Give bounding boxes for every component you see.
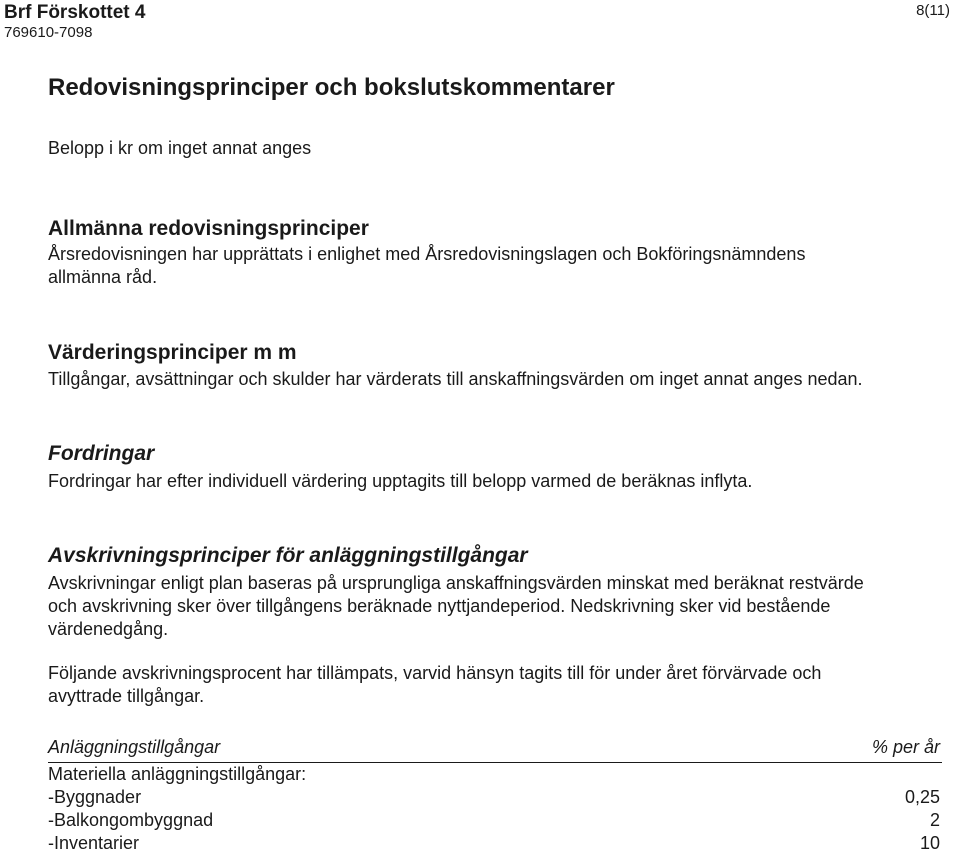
depreciation-text-line: och avskrivning sker över tillgångens beräknade nyttjandeperiod. Nedskrivning sker vid bestående <box>48 596 831 616</box>
page-number: 8(11) <box>916 2 950 19</box>
assets-table-header <box>48 736 942 763</box>
depreciation-rate-text-line: avyttrade tillgångar. <box>48 686 205 706</box>
row-value: 0,25 <box>904 787 940 807</box>
intro-text: Belopp i kr om inget annat anges <box>48 138 312 158</box>
table-row <box>48 809 942 831</box>
organization-name: Brf Förskottet 4 <box>4 2 146 23</box>
section-heading-general: Allmänna redovisningsprinciper <box>48 217 369 240</box>
row-value: 2 <box>929 810 940 830</box>
column-header-assets: Anläggningstillgångar <box>48 737 221 757</box>
row-label: -Balkongombyggnad <box>48 810 214 830</box>
row-value: 10 <box>919 833 940 853</box>
group-label: Materiella anläggningstillgångar: <box>48 764 307 784</box>
section-heading-receivables: Fordringar <box>48 442 155 465</box>
table-row <box>48 786 942 808</box>
depreciation-text-line: värdenedgång. <box>48 619 169 639</box>
page-title: Redovisningsprinciper och bokslutskommentarer <box>48 74 615 101</box>
table-group-row <box>48 763 942 785</box>
general-text-line: Årsredovisningen har upprättats i enlighet med Årsredovisningslagen och Bokföringsnämndens <box>48 244 806 264</box>
row-label: -Inventarier <box>48 833 140 853</box>
section-heading-valuation: Värderingsprinciper m m <box>48 341 297 364</box>
organization-number: 769610-7098 <box>4 24 93 41</box>
section-heading-depreciation: Avskrivningsprinciper för anläggningstillgångar <box>48 544 528 567</box>
depreciation-rate-text-line: Följande avskrivningsprocent har tillämpats, varvid hänsyn tagits till för under året förvärvade och <box>48 663 822 683</box>
column-header-rate: % per år <box>871 737 940 757</box>
depreciation-text-line: Avskrivningar enligt plan baseras på ursprungliga anskaffningsvärden minskat med beräknat restvärde <box>48 573 864 593</box>
general-text-line: allmänna råd. <box>48 267 158 287</box>
row-label: -Byggnader <box>48 787 142 807</box>
table-row <box>48 832 942 854</box>
valuation-text-line: Tillgångar, avsättningar och skulder har värderats till anskaffningsvärden om inget annat anges nedan. <box>48 369 863 389</box>
receivables-text-line: Fordringar har efter individuell värdering upptagits till belopp varmed de beräknas inflyta. <box>48 471 753 491</box>
